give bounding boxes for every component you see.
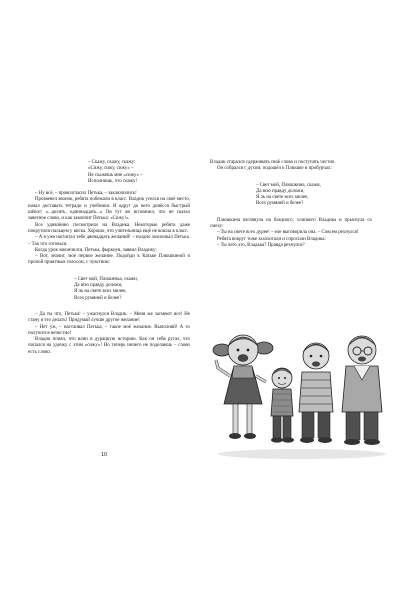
verse-line: «Сижу, сижу, сижу» – <box>88 166 134 172</box>
verse-line: Исполнишь, что скажу! <box>88 178 138 184</box>
verse-line: Всех румяней и белее? <box>74 295 122 301</box>
boy-figure <box>299 343 333 443</box>
paragraph: Владик старался сдерживать своё слово и поступать честно. <box>210 160 336 165</box>
paragraph: Прозвенел звонок, ребята побежали в класс. Владик уселся на своё место, начал доставать тетради и учебники. И вдруг до него донёсся быстрый шёпот: «...десять, одиннадцать...» Он тут же вспомнил, что не сказал заветное слово, и как закончит Петька: «Сижу!». <box>28 197 190 222</box>
verse-line: Да всю правду доложи, <box>74 283 123 289</box>
paragraph: – Вот, значит, моё первое желание. Подойди к Катьке Плюшкиной и пропой приятным голосом, с чувством: <box>28 254 190 266</box>
paragraph: – Нет уж, – настаивал Петька, – такое моё желание. Выполняй! А то получится нечестно! <box>28 324 190 336</box>
paragraph: Владик понял, что влип в дурацкую историю. Как он себя ругал, что попался на удочку с этим «сижу»! Но теперь ничего не поделаешь – слово есть слово. <box>28 337 190 355</box>
girl-figure <box>213 335 273 439</box>
paragraph: – Ты на свете всех дурее! – еле выговорила она. – Совсем рехнулся! <box>217 230 359 236</box>
verse-line: Не скажешь мне «сижу» – <box>88 172 143 178</box>
verse-mirror <box>74 277 190 302</box>
paragraph: Все удивлённо посмотрели на Владика. Некоторые ребята даже покрутили пальцем у виска. Хорошо, что учительница ещё не вошла в класс. <box>28 222 190 234</box>
paragraph: Он собрался с духом, подошёл к Плюшке и пробурчал: <box>217 166 332 172</box>
verse-line: Всех румяней и белее? <box>256 201 304 207</box>
verse-line: – Свет мой, Плюшечка, скажи, <box>74 276 139 282</box>
paragraph: Плюшкина взглянула на бледного, хлипкого Владика и прыснула со смеху: <box>210 217 372 230</box>
small-boy-figure <box>271 368 294 443</box>
paragraph: Ребята вокруг тоже захохотали и спросили Владика: <box>217 236 326 242</box>
paragraph: – А я уже насчитал тебе двенадцать желаний! – ехидно захихикал Петька. – Так что готовься. <box>28 235 190 247</box>
paragraph: Когда урок закончился, Петька, фыркнув, заявил Владику: <box>35 247 157 253</box>
verse-line: – Свет мой, Плюшкина, скажи, <box>256 182 321 188</box>
verse-line: Я ль на свете всех милее, <box>74 289 127 295</box>
verse-line: Да всю правду доложи, <box>256 188 305 194</box>
verse-line: – Скажу, скажу, скажу: <box>88 160 136 165</box>
children-illustration <box>212 320 388 460</box>
verse-line: Я ль на свете всех милее, <box>256 195 309 201</box>
paragraph: – Да ты что, Петька! – ужаснулся Владик. – Меня же засмеют все! Не стану я это делать! Придумай лучше другое желание! <box>28 311 190 324</box>
left-page <box>28 160 190 356</box>
paragraph: – Ну всё, – провозгласил Петька, – заключились! <box>35 191 137 197</box>
right-page <box>210 160 372 249</box>
verse-chant <box>88 160 190 185</box>
tall-boy-figure <box>342 336 382 445</box>
verse-mirror <box>256 183 372 208</box>
paragraph: – Ты чего это, Владька? Правда рехнулся? <box>217 242 305 248</box>
page-number: 10 <box>101 452 108 458</box>
